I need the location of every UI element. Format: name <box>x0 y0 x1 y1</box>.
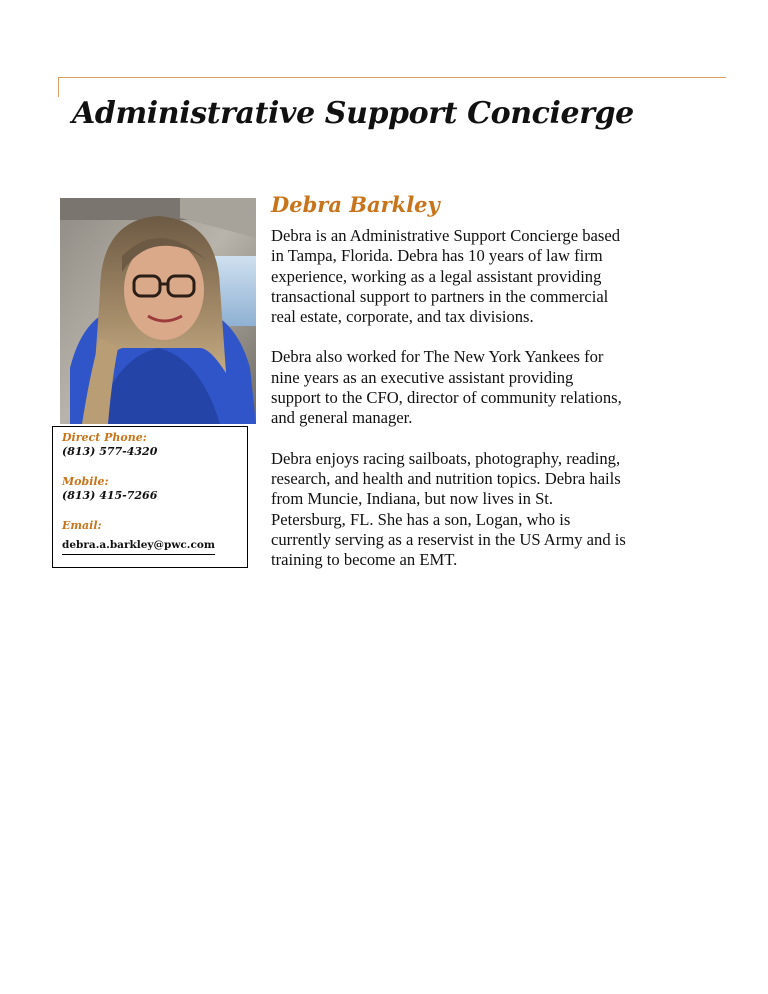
person-name: Debra Barkley <box>271 192 440 217</box>
mobile-number: (813) 415-7266 <box>62 489 158 502</box>
bio-line: training to become an EMT. <box>271 550 458 570</box>
email-link[interactable]: debra.a.barkley@pwc.com <box>62 538 215 555</box>
bio-line: Debra also worked for The New York Yankees for <box>271 347 604 367</box>
header-rule-vertical <box>58 77 59 97</box>
phone-label: Direct Phone: <box>62 431 147 444</box>
bio-line: Debra enjoys racing sailboats, photography, reading, <box>271 448 621 468</box>
bio-paragraph <box>271 449 691 571</box>
bio-paragraph <box>271 226 691 327</box>
mobile-label: Mobile: <box>62 475 109 488</box>
bio-line: Petersburg, FL. She has a son, Logan, who is <box>271 509 571 529</box>
bio-line: research, and health and nutrition topics. Debra hails <box>271 468 621 488</box>
bio-line: transactional support to partners in the commercial <box>271 286 609 306</box>
bio-line: and general manager. <box>271 408 413 428</box>
email-label: Email: <box>62 519 102 532</box>
bio-line: real estate, corporate, and tax divisions. <box>271 307 534 327</box>
bio-line: currently serving as a reservist in the US Army and is <box>271 529 626 549</box>
bio-paragraph <box>271 347 691 428</box>
bio-line: support to the CFO, director of community relations, <box>271 388 622 408</box>
bio-line: Debra is an Administrative Support Concierge based <box>271 226 621 245</box>
profile-photo <box>60 198 256 424</box>
bio-line: in Tampa, Florida. Debra has 10 years of law firm <box>271 246 603 266</box>
header-rule-horizontal <box>58 77 726 78</box>
page-title: Administrative Support Concierge <box>72 96 634 131</box>
bio-line: experience, working as a legal assistant providing <box>271 266 602 286</box>
phone-number: (813) 577-4320 <box>62 445 158 458</box>
bio <box>271 226 691 590</box>
bio-line: from Muncie, Indiana, but now lives in St. <box>271 489 554 509</box>
bio-line: nine years as an executive assistant providing <box>271 367 574 387</box>
contact-box <box>52 426 248 568</box>
